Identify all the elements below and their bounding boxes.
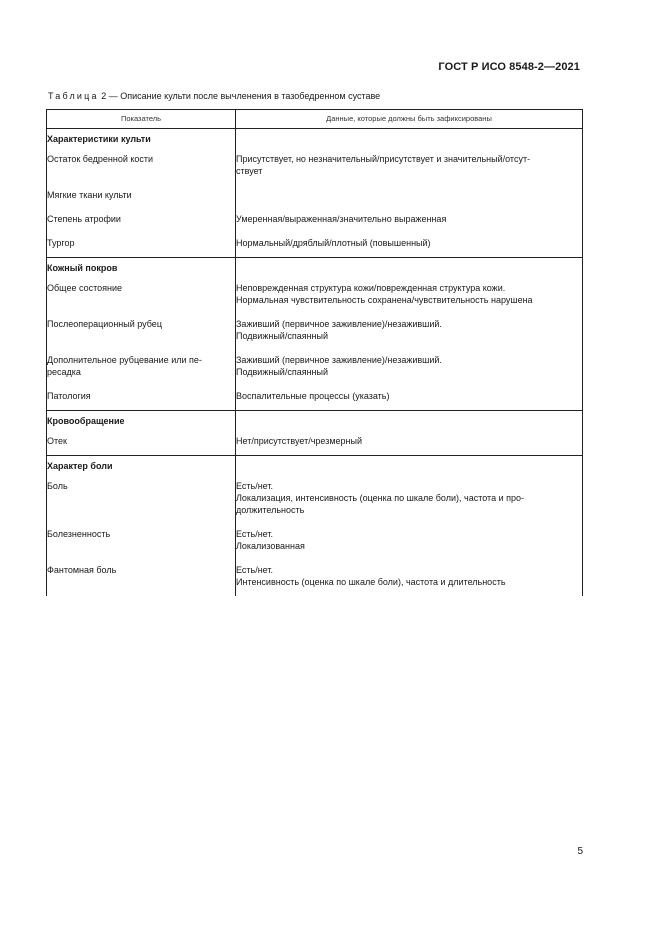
data-text: Заживший (первичное заживление)/незаживший. [236, 355, 442, 365]
section-title: Характеристики культи [47, 129, 236, 150]
indicator-cell [47, 209, 236, 233]
table-caption-number: 2 [101, 91, 107, 101]
table-row [47, 233, 583, 258]
section-header-row [47, 258, 583, 279]
indicator-text: Тургор [47, 238, 75, 248]
section-title-spacer [236, 411, 583, 432]
data-text: Нормальная чувствительность сохранена/чувствительность нарушена [236, 295, 533, 305]
data-cell [236, 149, 583, 185]
indicator-cell [47, 149, 236, 185]
table-caption [48, 91, 380, 101]
indicator-text: Общее состояние [47, 283, 122, 293]
data-cell [236, 524, 583, 560]
indicator-cell [47, 560, 236, 596]
data-text: Заживший (первичное заживление)/незаживший. [236, 319, 442, 329]
document-code: ГОСТ Р ИСО 8548-2—2021 [438, 61, 580, 73]
table-header-row [47, 110, 583, 129]
indicator-text: Мягкие ткани культи [47, 190, 132, 200]
table-caption-label: Таблица [48, 91, 99, 101]
indicator-cell [47, 185, 236, 209]
section-title-spacer [236, 456, 583, 477]
table-row [47, 524, 583, 560]
indicator-cell [47, 314, 236, 350]
table-row [47, 185, 583, 209]
data-cell [236, 350, 583, 386]
table-row [47, 560, 583, 596]
indicator-text: Степень атрофии [47, 214, 121, 224]
section-header-row [47, 411, 583, 432]
data-text: Локализация, интенсивность (оценка по шкале боли), частота и про- [236, 493, 524, 503]
data-cell [236, 209, 583, 233]
data-text: Подвижный/спаянный [236, 367, 329, 377]
data-text: Есть/нет. [236, 529, 274, 539]
section-header-row [47, 129, 583, 150]
data-text: Есть/нет. [236, 565, 274, 575]
data-text: Умеренная/выраженная/значительно выраженная [236, 214, 447, 224]
data-text: Неповрежденная структура кожи/поврежденная структура кожи. [236, 283, 506, 293]
table-row [47, 209, 583, 233]
table-row [47, 149, 583, 185]
data-text: Подвижный/спаянный [236, 331, 329, 341]
data-text: ствует [236, 166, 263, 176]
table-row [47, 476, 583, 524]
indicator-text: Боль [47, 481, 68, 491]
indicator-cell [47, 350, 236, 386]
table-row [47, 350, 583, 386]
column-header-indicator: Показатель [47, 110, 236, 129]
data-cell [236, 233, 583, 258]
indicator-text: Болезненность [47, 529, 111, 539]
indicator-text: Дополнительное рубцевание или пе- [47, 355, 202, 365]
indicator-cell [47, 476, 236, 524]
indicator-text: Послеоперационный рубец [47, 319, 162, 329]
indicator-text: Патология [47, 391, 91, 401]
indicator-text: Отек [47, 436, 67, 446]
table-row [47, 314, 583, 350]
data-text: Воспалительные процессы (указать) [236, 391, 390, 401]
column-header-data: Данные, которые должны быть зафиксированы [236, 110, 583, 129]
page-number: 5 [577, 846, 583, 857]
data-text: Интенсивность (оценка по шкале боли), частота и длительность [236, 577, 506, 587]
indicator-text: Остаток бедренной кости [47, 154, 154, 164]
indicator-cell [47, 386, 236, 411]
section-title-spacer [236, 129, 583, 150]
table-row [47, 386, 583, 411]
section-title: Кровообращение [47, 411, 236, 432]
data-text: Есть/нет. [236, 481, 274, 491]
data-text: Нет/присутствует/чрезмерный [236, 436, 362, 446]
data-text: должительность [236, 505, 305, 515]
indicator-cell [47, 233, 236, 258]
indicator-cell [47, 524, 236, 560]
table-caption-title: — Описание культи после вычленения в тазобедренном суставе [108, 91, 381, 101]
section-title: Характер боли [47, 456, 236, 477]
data-cell [236, 314, 583, 350]
data-cell [236, 476, 583, 524]
data-cell [236, 560, 583, 596]
data-cell [236, 278, 583, 314]
section-header-row [47, 456, 583, 477]
data-text: Присутствует, но незначительный/присутствует и значительный/отсут- [236, 154, 531, 164]
table-body [47, 129, 583, 597]
indicator-text: Фантомная боль [47, 565, 117, 575]
data-text: Локализованная [236, 541, 305, 551]
indicator-text: ресадка [47, 367, 81, 377]
indicator-cell [47, 278, 236, 314]
table-row [47, 278, 583, 314]
stump-description-table [46, 109, 583, 596]
data-cell [236, 431, 583, 456]
table-row [47, 431, 583, 456]
data-cell [236, 386, 583, 411]
data-text: Нормальный/дряблый/плотный (повышенный) [236, 238, 431, 248]
data-cell [236, 185, 583, 209]
section-title-spacer [236, 258, 583, 279]
indicator-cell [47, 431, 236, 456]
section-title: Кожный покров [47, 258, 236, 279]
